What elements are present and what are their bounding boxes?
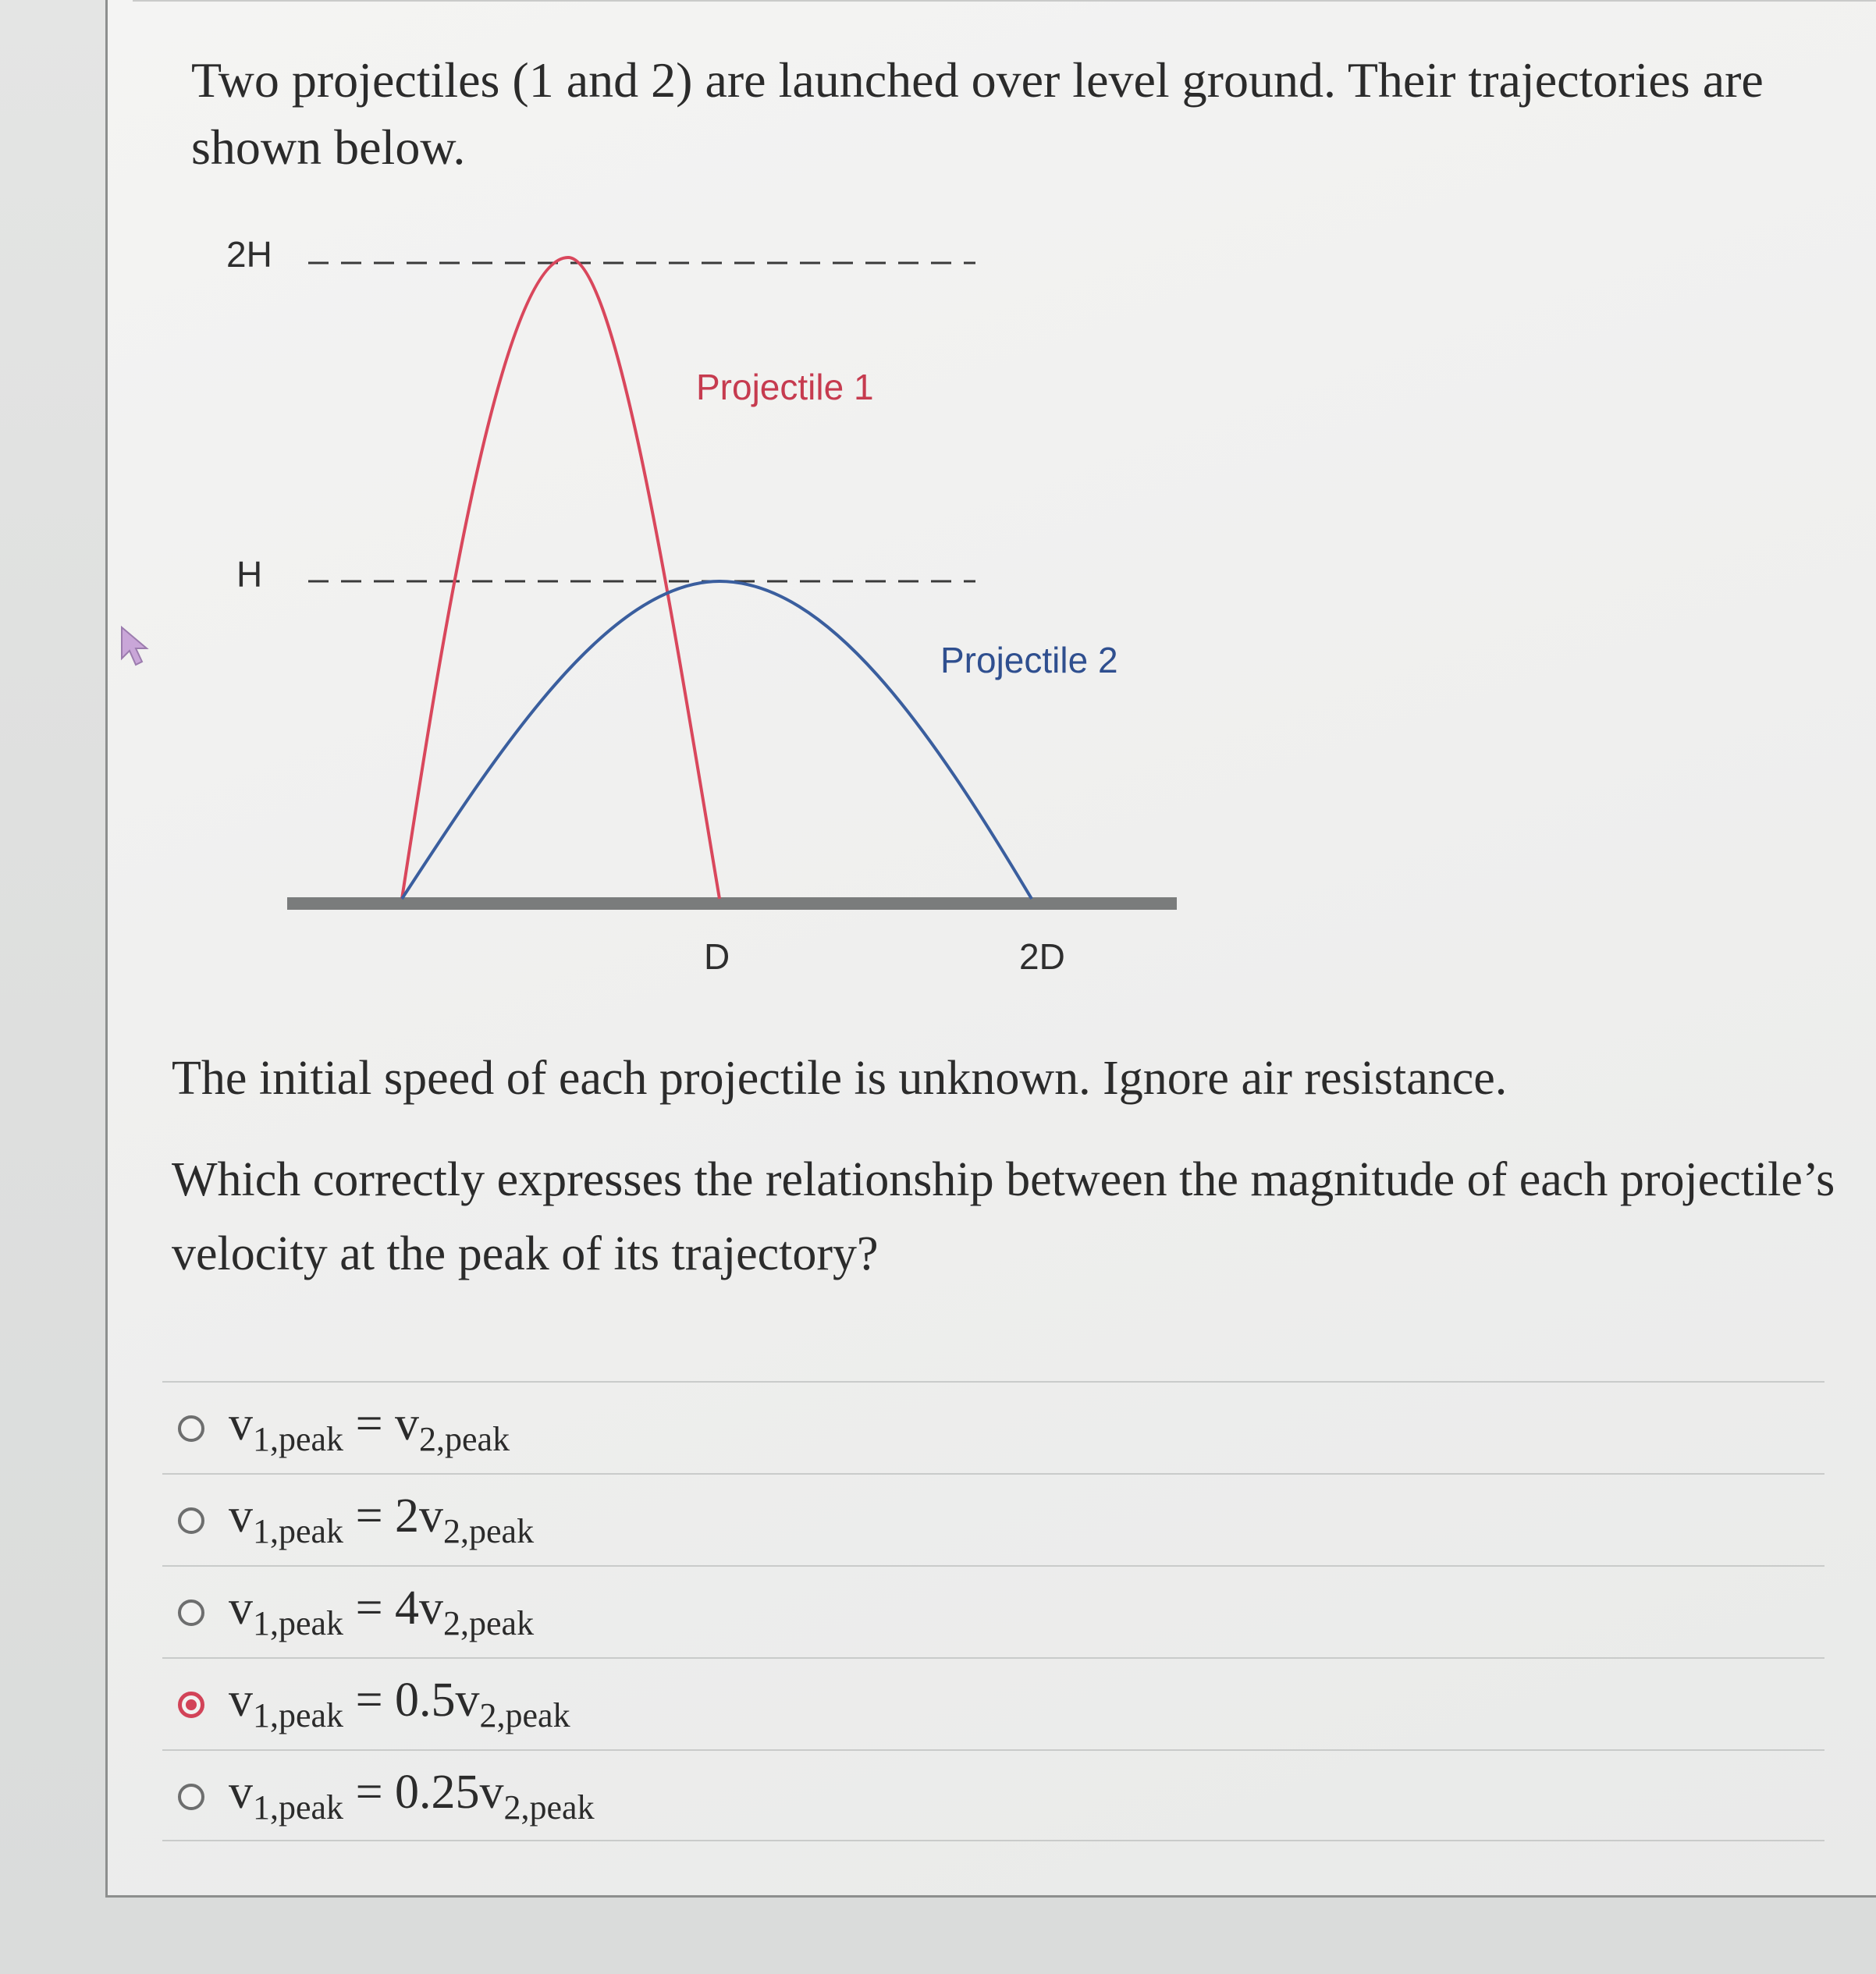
mouse-cursor-icon: [119, 624, 153, 671]
answer-option-4[interactable]: [162, 1657, 1824, 1749]
option-label[interactable]: $v_{1,peak} = 4v_{2,peak}$: [229, 1582, 535, 1642]
answer-options: [162, 1381, 1824, 1841]
question-intro: Two projectiles (1 and 2) are launched over level ground. Their trajectories are shown below.: [191, 52, 1764, 175]
label-2d: 2D: [1019, 936, 1065, 977]
answer-option-5[interactable]: [162, 1749, 1824, 1841]
radio-button[interactable]: [178, 1415, 204, 1442]
question-prompt: Which correctly expresses the relationship between the magnitude of each projectile’s velocity at the peak of its trajectory?: [172, 1153, 1835, 1280]
label-d: D: [704, 936, 730, 977]
projectile-2-label: Projectile 2: [940, 640, 1118, 680]
answer-option-3[interactable]: [162, 1565, 1824, 1657]
radio-button[interactable]: [178, 1599, 204, 1626]
answer-option-1[interactable]: [162, 1381, 1824, 1473]
option-label[interactable]: $v_{1,peak} = 0.5v_{2,peak}$: [229, 1674, 570, 1734]
radio-button[interactable]: [178, 1507, 204, 1534]
label-2h: 2H: [226, 234, 272, 275]
projectile-1-label: Projectile 1: [696, 367, 874, 407]
speed-note: The initial speed of each projectile is unknown. Ignore air resistance.: [172, 1052, 1508, 1105]
radio-button-selected[interactable]: [178, 1692, 204, 1718]
option-label[interactable]: $v_{1,peak} = 2v_{2,peak}$: [229, 1489, 535, 1550]
projectile-2-trajectory: [402, 581, 1032, 899]
label-h: H: [236, 554, 263, 595]
answer-option-2[interactable]: [162, 1473, 1824, 1565]
option-label[interactable]: $v_{1,peak} = v_{2,peak}$: [229, 1397, 510, 1458]
ground-line: [287, 897, 1177, 910]
radio-button[interactable]: [178, 1784, 204, 1810]
projectile-1-trajectory: [402, 257, 719, 899]
option-label[interactable]: $v_{1,peak} = 0.25v_{2,peak}$: [229, 1766, 595, 1827]
